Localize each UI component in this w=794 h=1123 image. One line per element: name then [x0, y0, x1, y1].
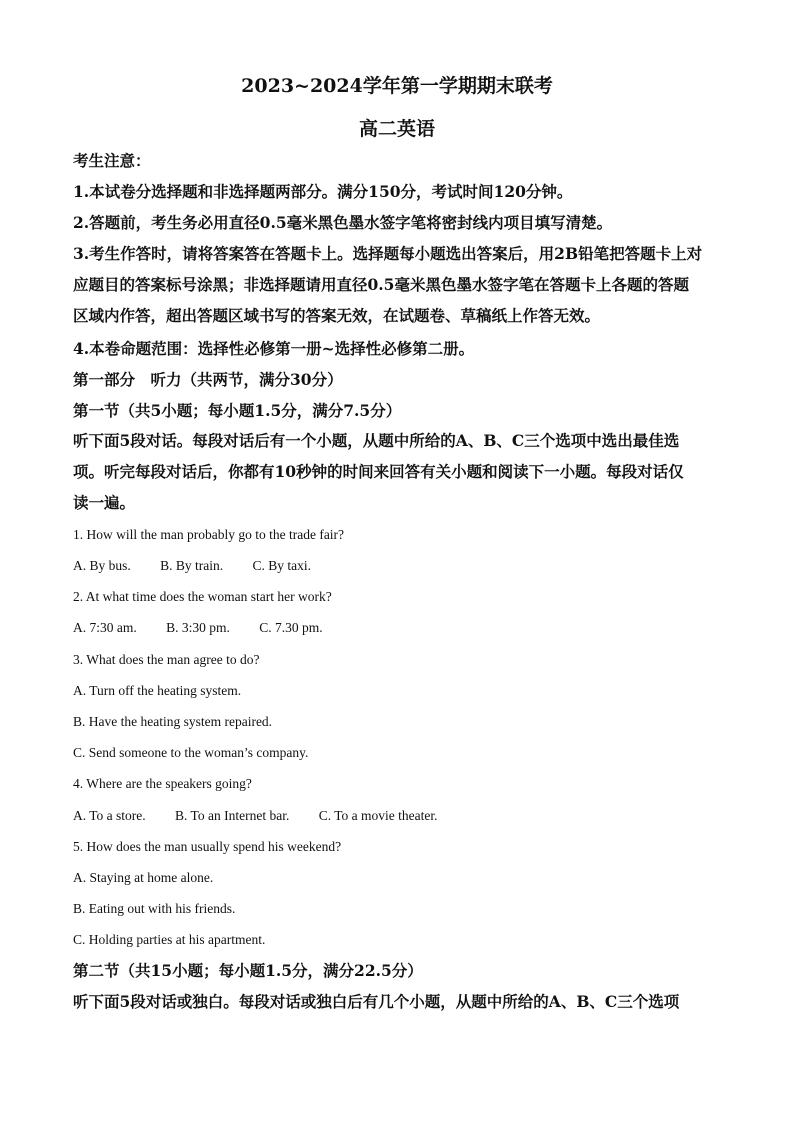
exam-subject: 高二英语	[358, 118, 435, 140]
question-text: 3. What does the man agree to do?	[73, 652, 260, 667]
notice-item: 1.本试卷分选择题和非选择题两部分。满分150分，考试时间120分钟。	[73, 182, 573, 201]
question-options	[73, 807, 437, 825]
option: A. 7:30 am.	[73, 620, 137, 635]
exam-title: 2023~2024学年第一学期期末联考	[241, 75, 553, 97]
question-text: 4. Where are the speakers going?	[73, 776, 252, 791]
option: A. To a store.	[73, 808, 146, 823]
option: C. Send someone to the woman’s company.	[73, 745, 309, 760]
option: C. By taxi.	[252, 558, 312, 573]
option: C. 7.30 pm.	[259, 620, 323, 635]
section2-heading: 第二节（共15小题；每小题1.5分，满分22.5分）	[73, 961, 423, 980]
option: A. By bus.	[73, 558, 131, 573]
notice-heading: 考生注意：	[73, 151, 151, 170]
notice-item: 区域内作答，超出答题区域书写的答案无效，在试题卷、草稿纸上作答无效。	[73, 306, 601, 325]
question-options	[73, 619, 323, 637]
option: B. Eating out with his friends.	[73, 901, 236, 916]
option: C. Holding parties at his apartment.	[73, 932, 266, 947]
question-text: 2. At what time does the woman start her work?	[73, 589, 332, 604]
option: B. By train.	[160, 558, 224, 573]
question-text: 5. How does the man usually spend his weekend?	[73, 839, 342, 854]
question-options	[73, 557, 311, 575]
section1-instruction: 听下面5段对话。每段对话后有一个小题，从题中所给的A、B、C三个选项中选出最佳选	[73, 431, 680, 450]
section2-instruction: 听下面5段对话或独白。每段对话或独白后有几个小题，从题中所给的A、B、C三个选项	[73, 992, 680, 1011]
notice-item: 2.答题前，考生务必用直径0.5毫米黑色墨水签字笔将密封线内项目填写清楚。	[73, 213, 613, 232]
section1-instruction: 读一遍。	[73, 493, 136, 512]
option: B. To an Internet bar.	[175, 808, 290, 823]
option: B. Have the heating system repaired.	[73, 714, 273, 729]
option: A. Staying at home alone.	[73, 870, 214, 885]
notice-item: 应题目的答案标号涂黑；非选择题请用直径0.5毫米黑色墨水签字笔在答题卡上各题的答题	[73, 275, 689, 294]
section1-heading: 第一节（共5小题；每小题1.5分，满分7.5分）	[73, 401, 402, 420]
option: B. 3:30 pm.	[166, 620, 230, 635]
notice-item: 4.本卷命题范围：选择性必修第一册~选择性必修第二册。	[73, 339, 475, 358]
notice-item: 3.考生作答时，请将答案答在答题卡上。选择题每小题选出答案后，用2B铅笔把答题卡上对	[73, 244, 703, 263]
option: A. Turn off the heating system.	[73, 683, 242, 698]
section1-instruction: 项。听完每段对话后，你都有10秒钟的时间来回答有关小题和阅读下一小题。每段对话仅	[73, 462, 684, 481]
part1-heading: 第一部分 听力（共两节，满分30分）	[73, 370, 343, 389]
question-text: 1. How will the man probably go to the trade fair?	[73, 527, 345, 542]
option: C. To a movie theater.	[318, 808, 438, 823]
